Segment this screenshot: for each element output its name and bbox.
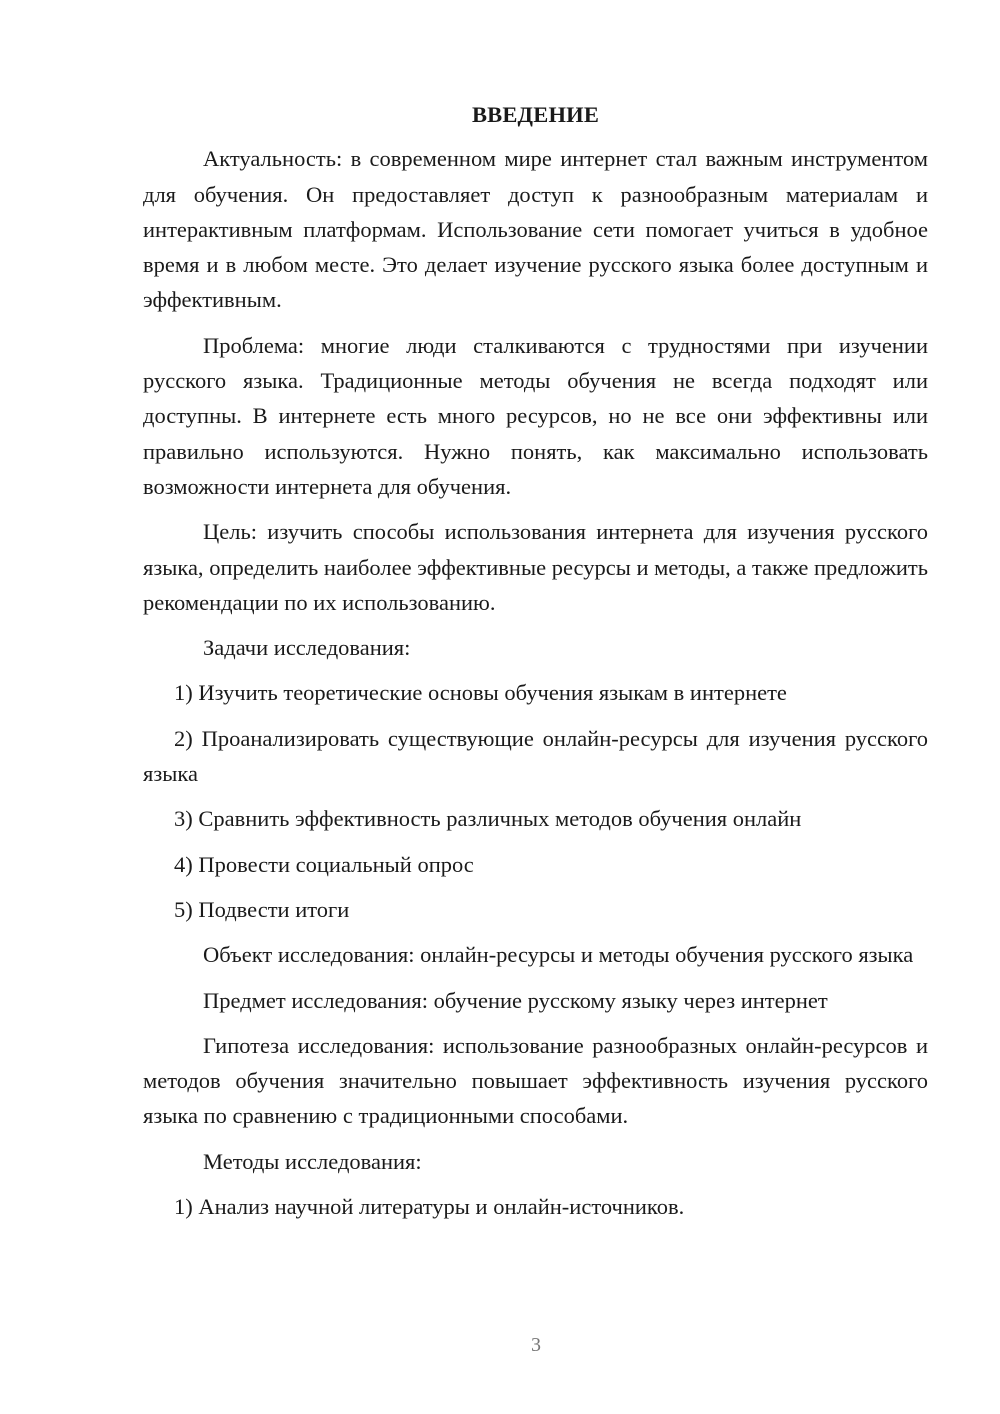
paragraph-hypothesis: Гипотеза исследования: использование разнообразных онлайн-ресурсов и методов обучения значительно повышает эффективность изучения русского языка по сравнению с традиционными способами. <box>143 1032 928 1129</box>
page-content <box>143 97 928 1234</box>
paragraph-goal: Цель: изучить способы использования интернета для изучения русского языка, определить наиболее эффективные ресурсы и методы, а также предложить рекомендации по их использованию. <box>143 519 928 615</box>
page-heading: ВВЕДЕНИЕ <box>471 102 600 127</box>
task-item-3: 3) Сравнить эффективность различных методов обучения онлайн <box>174 806 802 832</box>
method-item-1: 1) Анализ научной литературы и онлайн-источников. <box>174 1194 685 1220</box>
task-item-1: 1) Изучить теоретические основы обучения языкам в интернете <box>174 680 787 706</box>
paragraph-problem: Проблема: многие люди сталкиваются с трудностями при изучении русского языка. Традиционные методы обучения не всегда подходят или доступны. В интернете есть много ресурсов, но не все они эффективны или правильно используются. Нужно понять, как максимально использовать возможности интернета для обучения. <box>143 332 928 499</box>
task-item-5: 5) Подвести итоги <box>174 896 350 922</box>
methods-heading: Методы исследования: <box>203 1148 422 1174</box>
page-number: 3 <box>531 1334 541 1356</box>
task-item-2: 2) Проанализировать существующие онлайн-ресурсы для изучения русского языка <box>143 725 928 787</box>
paragraph-subject: Предмет исследования: обучение русскому языку через интернет <box>203 987 828 1013</box>
paragraph-object: Объект исследования: онлайн-ресурсы и методы обучения русского языка <box>203 942 914 968</box>
task-item-4: 4) Провести социальный опрос <box>174 851 474 877</box>
tasks-heading: Задачи исследования: <box>203 635 411 661</box>
paragraph-relevance: Актуальность: в современном мире интернет стал важным инструментом для обучения. Он предоставляет доступ к разнообразным материалам и интерактивным платформам. Использование сети помогает учиться в удобное время и в любом месте. Это делает изучение русского языка более доступным и эффективным. <box>143 146 928 313</box>
